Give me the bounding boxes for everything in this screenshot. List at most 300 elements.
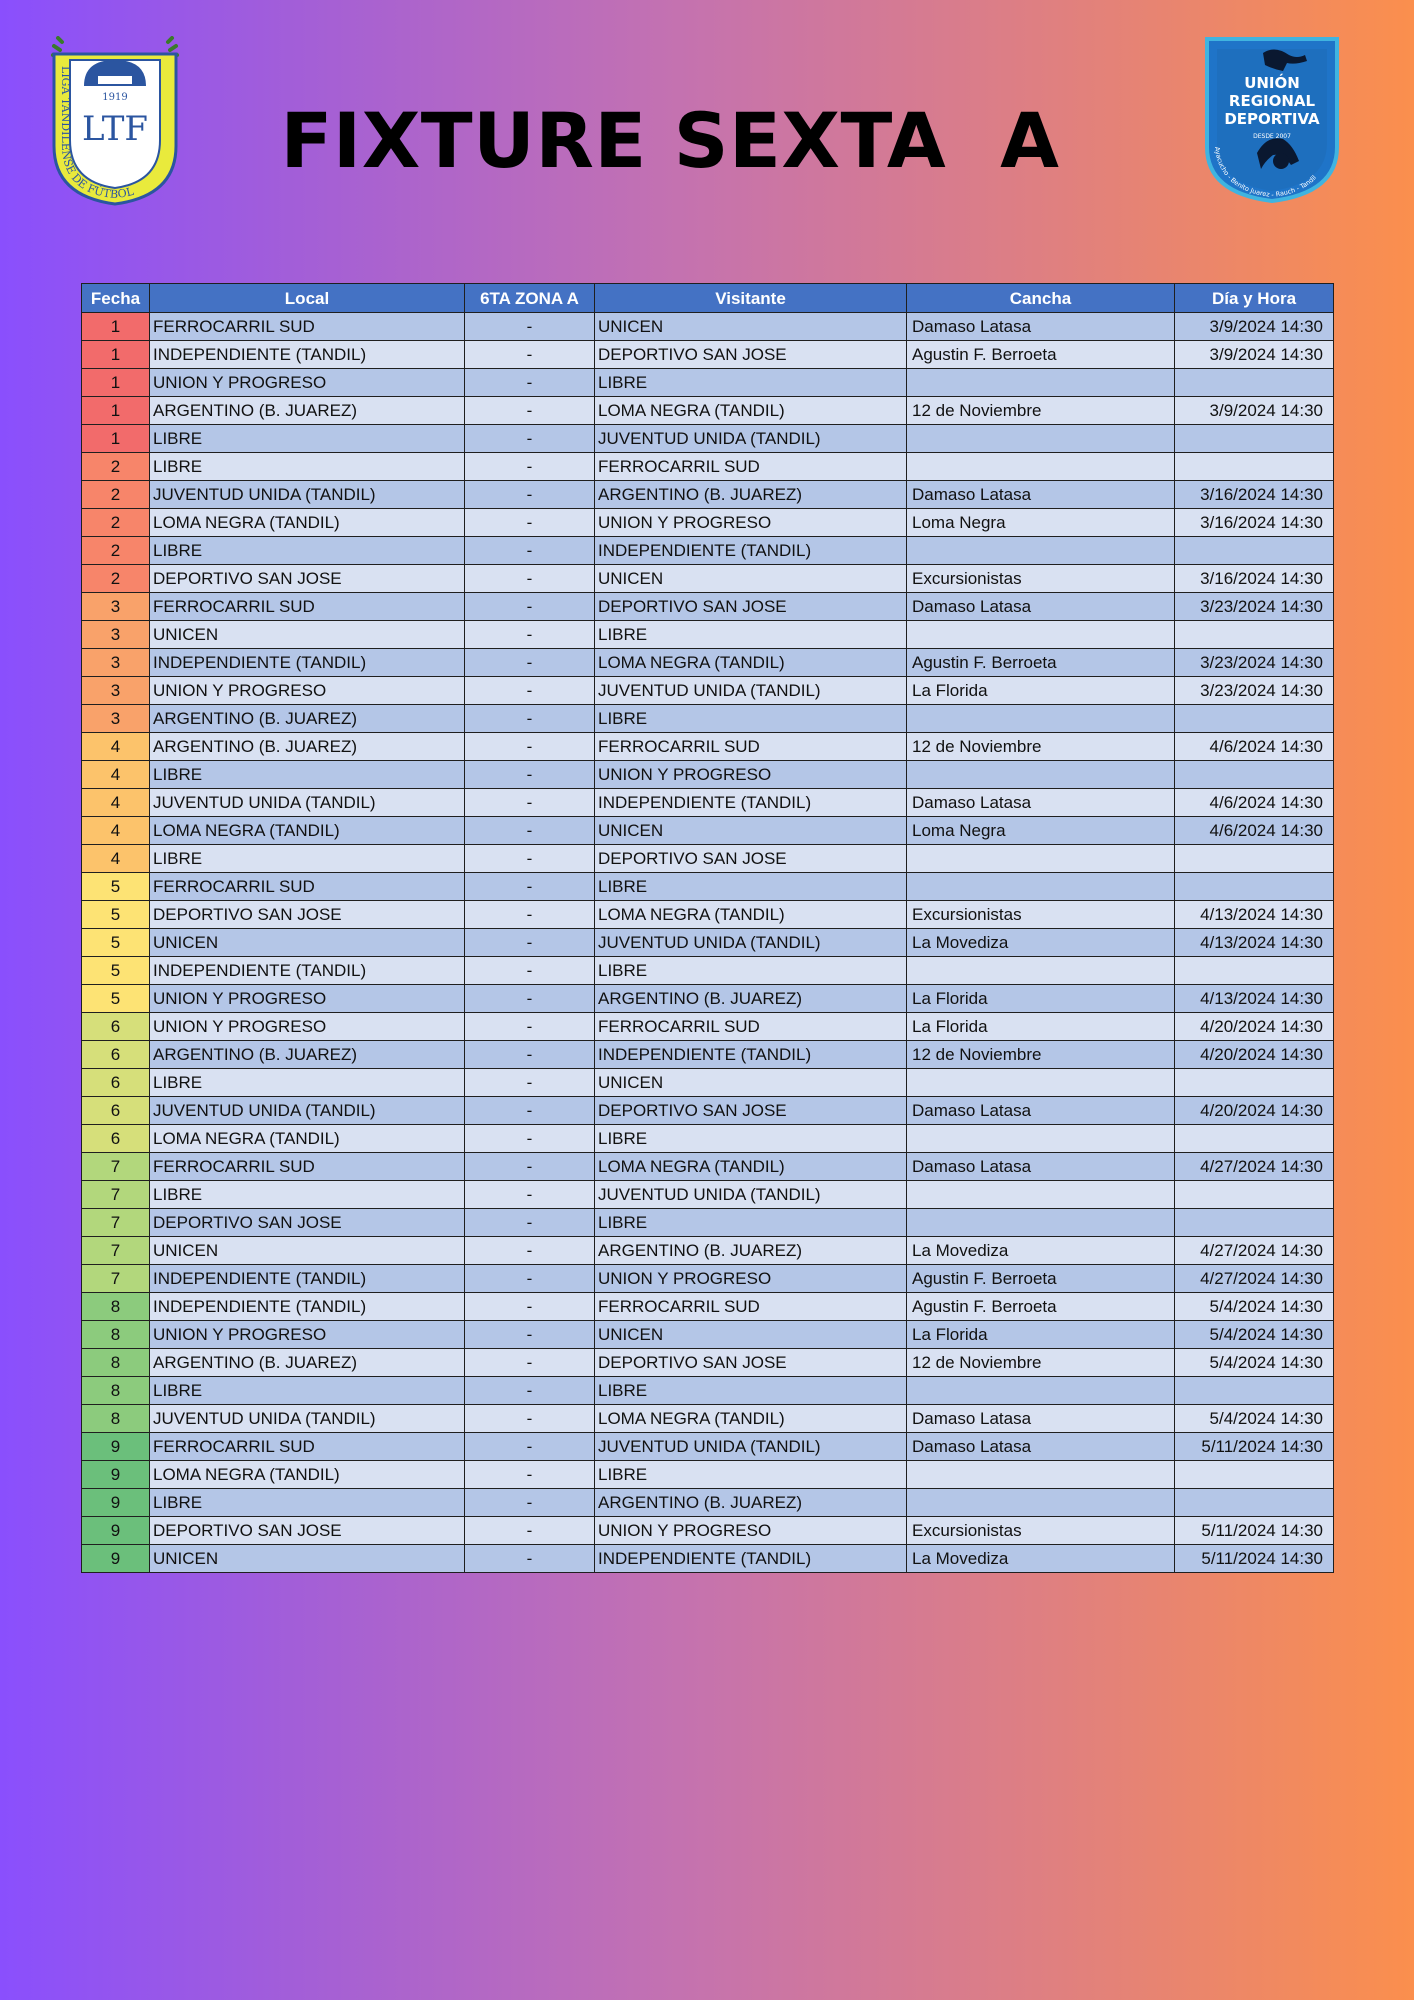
cell-cancha: Damaso Latasa [907, 1097, 1175, 1125]
table-row [82, 313, 1334, 341]
cell-dia-hora [1175, 425, 1334, 453]
cell-local: JUVENTUD UNIDA (TANDIL) [150, 481, 465, 509]
cell-separator: - [465, 1181, 595, 1209]
cell-fecha: 3 [82, 705, 150, 733]
cell-fecha: 7 [82, 1265, 150, 1293]
cell-fecha: 8 [82, 1349, 150, 1377]
table-row [82, 929, 1334, 957]
cell-local: FERROCARRIL SUD [150, 1433, 465, 1461]
cell-dia-hora [1175, 957, 1334, 985]
cell-visitante: UNICEN [595, 1321, 907, 1349]
cell-separator: - [465, 817, 595, 845]
cell-visitante: LOMA NEGRA (TANDIL) [595, 1153, 907, 1181]
cell-visitante: INDEPENDIENTE (TANDIL) [595, 537, 907, 565]
cell-visitante: UNICEN [595, 817, 907, 845]
cell-local: DEPORTIVO SAN JOSE [150, 1517, 465, 1545]
cell-fecha: 1 [82, 313, 150, 341]
cell-cancha: 12 de Noviembre [907, 1041, 1175, 1069]
cell-separator: - [465, 481, 595, 509]
cell-fecha: 9 [82, 1545, 150, 1573]
cell-visitante: LIBRE [595, 873, 907, 901]
cell-dia-hora [1175, 1489, 1334, 1517]
cell-separator: - [465, 1489, 595, 1517]
cell-separator: - [465, 1013, 595, 1041]
cell-separator: - [465, 1097, 595, 1125]
cell-local: LIBRE [150, 425, 465, 453]
cell-cancha: 12 de Noviembre [907, 1349, 1175, 1377]
cell-dia-hora: 5/4/2024 14:30 [1175, 1321, 1334, 1349]
cell-visitante: UNION Y PROGRESO [595, 761, 907, 789]
cell-separator: - [465, 985, 595, 1013]
cell-fecha: 8 [82, 1321, 150, 1349]
cell-dia-hora: 4/6/2024 14:30 [1175, 817, 1334, 845]
cell-cancha: Agustin F. Berroeta [907, 1265, 1175, 1293]
cell-local: LIBRE [150, 537, 465, 565]
table-row [82, 789, 1334, 817]
cell-dia-hora: 3/16/2024 14:30 [1175, 509, 1334, 537]
cell-visitante: LIBRE [595, 1461, 907, 1489]
cell-separator: - [465, 509, 595, 537]
cell-dia-hora: 4/20/2024 14:30 [1175, 1013, 1334, 1041]
cell-visitante: JUVENTUD UNIDA (TANDIL) [595, 929, 907, 957]
cell-visitante: UNICEN [595, 565, 907, 593]
cell-separator: - [465, 733, 595, 761]
cell-local: ARGENTINO (B. JUAREZ) [150, 1349, 465, 1377]
cell-cancha [907, 425, 1175, 453]
page-title: FIXTURE SEXTA A [280, 96, 1060, 185]
table-row [82, 705, 1334, 733]
cell-separator: - [465, 761, 595, 789]
table-row [82, 677, 1334, 705]
cell-separator: - [465, 397, 595, 425]
cell-separator: - [465, 1265, 595, 1293]
cell-fecha: 6 [82, 1069, 150, 1097]
header-local: Local [150, 284, 465, 313]
cell-local: INDEPENDIENTE (TANDIL) [150, 649, 465, 677]
cell-fecha: 5 [82, 901, 150, 929]
cell-dia-hora [1175, 1069, 1334, 1097]
cell-dia-hora [1175, 1125, 1334, 1153]
cell-cancha: Agustin F. Berroeta [907, 1293, 1175, 1321]
cell-visitante: LOMA NEGRA (TANDIL) [595, 397, 907, 425]
logo-initials: LTF [81, 109, 149, 149]
cell-fecha: 3 [82, 649, 150, 677]
cell-cancha: Excursionistas [907, 565, 1175, 593]
cell-dia-hora [1175, 369, 1334, 397]
table-row [82, 873, 1334, 901]
cell-separator: - [465, 1153, 595, 1181]
cell-fecha: 7 [82, 1153, 150, 1181]
cell-dia-hora [1175, 1461, 1334, 1489]
cell-fecha: 5 [82, 985, 150, 1013]
header-cancha: Cancha [907, 284, 1175, 313]
logo-year: 1919 [102, 92, 128, 103]
cell-dia-hora: 3/16/2024 14:30 [1175, 481, 1334, 509]
cell-cancha [907, 761, 1175, 789]
cell-fecha: 6 [82, 1013, 150, 1041]
cell-dia-hora: 3/23/2024 14:30 [1175, 649, 1334, 677]
cell-visitante: LIBRE [595, 1209, 907, 1237]
cell-dia-hora: 4/13/2024 14:30 [1175, 985, 1334, 1013]
cell-dia-hora [1175, 873, 1334, 901]
cell-visitante: DEPORTIVO SAN JOSE [595, 1349, 907, 1377]
cell-local: LIBRE [150, 761, 465, 789]
cell-fecha: 1 [82, 425, 150, 453]
cell-dia-hora: 3/23/2024 14:30 [1175, 677, 1334, 705]
cell-cancha [907, 957, 1175, 985]
cell-local: JUVENTUD UNIDA (TANDIL) [150, 1097, 465, 1125]
header-dia-hora: Día y Hora [1175, 284, 1334, 313]
table-row [82, 1097, 1334, 1125]
cell-separator: - [465, 677, 595, 705]
cell-dia-hora: 4/27/2024 14:30 [1175, 1237, 1334, 1265]
cell-dia-hora: 4/20/2024 14:30 [1175, 1041, 1334, 1069]
table-row [82, 1265, 1334, 1293]
cell-separator: - [465, 1069, 595, 1097]
cell-local: UNICEN [150, 1545, 465, 1573]
cell-dia-hora: 4/6/2024 14:30 [1175, 789, 1334, 817]
table-row [82, 1069, 1334, 1097]
cell-cancha: La Florida [907, 985, 1175, 1013]
table-row [82, 1013, 1334, 1041]
table-row [82, 537, 1334, 565]
table-row [82, 957, 1334, 985]
cell-dia-hora: 3/9/2024 14:30 [1175, 397, 1334, 425]
cell-fecha: 1 [82, 341, 150, 369]
cell-local: LOMA NEGRA (TANDIL) [150, 509, 465, 537]
cell-cancha [907, 537, 1175, 565]
cell-visitante: LIBRE [595, 957, 907, 985]
cell-cancha [907, 873, 1175, 901]
logo-ring-text: LIGA TANDILENSE DE FÚTBOL [58, 66, 136, 202]
cell-cancha [907, 621, 1175, 649]
cell-cancha [907, 705, 1175, 733]
cell-dia-hora [1175, 705, 1334, 733]
fixture-table [81, 283, 1333, 1573]
cell-separator: - [465, 425, 595, 453]
table-row [82, 509, 1334, 537]
cell-separator: - [465, 1293, 595, 1321]
cell-separator: - [465, 845, 595, 873]
cell-fecha: 3 [82, 677, 150, 705]
cell-fecha: 5 [82, 873, 150, 901]
cell-local: DEPORTIVO SAN JOSE [150, 1209, 465, 1237]
table-row [82, 1433, 1334, 1461]
header-zona: 6TA ZONA A [465, 284, 595, 313]
cell-dia-hora [1175, 845, 1334, 873]
cell-dia-hora: 3/16/2024 14:30 [1175, 565, 1334, 593]
header-fecha: Fecha [82, 284, 150, 313]
table-header-row [82, 284, 1334, 313]
cell-fecha: 7 [82, 1181, 150, 1209]
cell-fecha: 7 [82, 1237, 150, 1265]
cell-dia-hora: 4/20/2024 14:30 [1175, 1097, 1334, 1125]
cell-dia-hora [1175, 453, 1334, 481]
table-row [82, 565, 1334, 593]
cell-local: LIBRE [150, 1181, 465, 1209]
cell-fecha: 2 [82, 537, 150, 565]
cell-dia-hora: 4/13/2024 14:30 [1175, 901, 1334, 929]
cell-fecha: 9 [82, 1433, 150, 1461]
cell-visitante: UNICEN [595, 313, 907, 341]
cell-local: LIBRE [150, 1377, 465, 1405]
cell-cancha: Agustin F. Berroeta [907, 649, 1175, 677]
cell-visitante: FERROCARRIL SUD [595, 733, 907, 761]
cell-separator: - [465, 1125, 595, 1153]
cell-separator: - [465, 369, 595, 397]
cell-fecha: 9 [82, 1517, 150, 1545]
table-row [82, 649, 1334, 677]
cell-visitante: DEPORTIVO SAN JOSE [595, 593, 907, 621]
table-row [82, 1237, 1334, 1265]
cell-fecha: 4 [82, 845, 150, 873]
cell-fecha: 8 [82, 1377, 150, 1405]
cell-fecha: 4 [82, 817, 150, 845]
cell-local: UNION Y PROGRESO [150, 677, 465, 705]
cell-visitante: LIBRE [595, 621, 907, 649]
table-row [82, 1377, 1334, 1405]
cell-visitante: UNION Y PROGRESO [595, 509, 907, 537]
cell-local: UNICEN [150, 929, 465, 957]
cell-separator: - [465, 537, 595, 565]
cell-visitante: UNICEN [595, 1069, 907, 1097]
cell-fecha: 9 [82, 1461, 150, 1489]
cell-separator: - [465, 1209, 595, 1237]
liga-tandilense-logo [48, 36, 182, 206]
table-row [82, 1125, 1334, 1153]
table-body [82, 313, 1334, 1573]
table-row [82, 817, 1334, 845]
cell-cancha [907, 1181, 1175, 1209]
cell-separator: - [465, 593, 595, 621]
table-row [82, 761, 1334, 789]
table-row [82, 1209, 1334, 1237]
table-row [82, 1517, 1334, 1545]
cell-local: UNION Y PROGRESO [150, 1321, 465, 1349]
cell-cancha: Excursionistas [907, 1517, 1175, 1545]
table-row [82, 341, 1334, 369]
cell-dia-hora: 4/13/2024 14:30 [1175, 929, 1334, 957]
cell-visitante: LOMA NEGRA (TANDIL) [595, 1405, 907, 1433]
cell-cancha [907, 1377, 1175, 1405]
cell-dia-hora: 3/9/2024 14:30 [1175, 313, 1334, 341]
cell-local: ARGENTINO (B. JUAREZ) [150, 733, 465, 761]
cell-visitante: FERROCARRIL SUD [595, 1013, 907, 1041]
cell-local: DEPORTIVO SAN JOSE [150, 901, 465, 929]
cell-visitante: JUVENTUD UNIDA (TANDIL) [595, 1181, 907, 1209]
cell-separator: - [465, 929, 595, 957]
cell-fecha: 8 [82, 1293, 150, 1321]
cell-local: ARGENTINO (B. JUAREZ) [150, 1041, 465, 1069]
cell-local: INDEPENDIENTE (TANDIL) [150, 341, 465, 369]
cell-dia-hora: 4/6/2024 14:30 [1175, 733, 1334, 761]
cell-visitante: LIBRE [595, 1377, 907, 1405]
cell-fecha: 2 [82, 565, 150, 593]
cell-dia-hora [1175, 1209, 1334, 1237]
cell-cancha: 12 de Noviembre [907, 397, 1175, 425]
cell-local: LOMA NEGRA (TANDIL) [150, 817, 465, 845]
cell-visitante: JUVENTUD UNIDA (TANDIL) [595, 677, 907, 705]
table-row [82, 1461, 1334, 1489]
cell-fecha: 2 [82, 509, 150, 537]
cell-local: LIBRE [150, 1069, 465, 1097]
cell-cancha [907, 1069, 1175, 1097]
table-row [82, 733, 1334, 761]
cell-separator: - [465, 1237, 595, 1265]
table-row [82, 901, 1334, 929]
table-row [82, 1321, 1334, 1349]
cell-dia-hora: 3/9/2024 14:30 [1175, 341, 1334, 369]
cell-cancha: Loma Negra [907, 817, 1175, 845]
cell-fecha: 4 [82, 789, 150, 817]
cell-local: LIBRE [150, 845, 465, 873]
cell-cancha: La Florida [907, 1013, 1175, 1041]
cell-dia-hora [1175, 1181, 1334, 1209]
cell-separator: - [465, 621, 595, 649]
cell-visitante: LIBRE [595, 369, 907, 397]
cell-visitante: ARGENTINO (B. JUAREZ) [595, 481, 907, 509]
cell-fecha: 6 [82, 1125, 150, 1153]
table-row [82, 845, 1334, 873]
cell-local: FERROCARRIL SUD [150, 873, 465, 901]
cell-visitante: JUVENTUD UNIDA (TANDIL) [595, 425, 907, 453]
cell-cancha: Damaso Latasa [907, 1153, 1175, 1181]
cell-visitante: DEPORTIVO SAN JOSE [595, 341, 907, 369]
cell-visitante: ARGENTINO (B. JUAREZ) [595, 1237, 907, 1265]
cell-fecha: 4 [82, 733, 150, 761]
cell-fecha: 4 [82, 761, 150, 789]
cell-cancha [907, 453, 1175, 481]
cell-visitante: DEPORTIVO SAN JOSE [595, 1097, 907, 1125]
table-row [82, 1041, 1334, 1069]
cell-separator: - [465, 1377, 595, 1405]
table-row [82, 481, 1334, 509]
table-row [82, 593, 1334, 621]
cell-dia-hora: 4/27/2024 14:30 [1175, 1153, 1334, 1181]
cell-local: FERROCARRIL SUD [150, 313, 465, 341]
cell-local: JUVENTUD UNIDA (TANDIL) [150, 789, 465, 817]
cell-visitante: LIBRE [595, 1125, 907, 1153]
cell-dia-hora: 3/23/2024 14:30 [1175, 593, 1334, 621]
table-row [82, 369, 1334, 397]
cell-visitante: LIBRE [595, 705, 907, 733]
cell-fecha: 8 [82, 1405, 150, 1433]
cell-dia-hora: 5/11/2024 14:30 [1175, 1433, 1334, 1461]
cell-separator: - [465, 705, 595, 733]
cell-dia-hora: 5/11/2024 14:30 [1175, 1517, 1334, 1545]
cell-dia-hora [1175, 761, 1334, 789]
cell-fecha: 3 [82, 593, 150, 621]
cell-visitante: LOMA NEGRA (TANDIL) [595, 901, 907, 929]
cell-dia-hora [1175, 537, 1334, 565]
cell-dia-hora: 5/4/2024 14:30 [1175, 1349, 1334, 1377]
cell-visitante: DEPORTIVO SAN JOSE [595, 845, 907, 873]
table-row [82, 1349, 1334, 1377]
table-row [82, 453, 1334, 481]
cell-visitante: JUVENTUD UNIDA (TANDIL) [595, 1433, 907, 1461]
cell-separator: - [465, 1461, 595, 1489]
cell-separator: - [465, 313, 595, 341]
cell-local: JUVENTUD UNIDA (TANDIL) [150, 1405, 465, 1433]
cell-cancha: La Movediza [907, 929, 1175, 957]
cell-local: DEPORTIVO SAN JOSE [150, 565, 465, 593]
cell-local: UNION Y PROGRESO [150, 1013, 465, 1041]
cell-fecha: 7 [82, 1209, 150, 1237]
cell-cancha: Damaso Latasa [907, 1405, 1175, 1433]
cell-visitante: UNION Y PROGRESO [595, 1265, 907, 1293]
cell-cancha: Agustin F. Berroeta [907, 341, 1175, 369]
cell-visitante: ARGENTINO (B. JUAREZ) [595, 985, 907, 1013]
cell-separator: - [465, 1545, 595, 1573]
cell-separator: - [465, 789, 595, 817]
cell-local: LIBRE [150, 453, 465, 481]
cell-fecha: 2 [82, 453, 150, 481]
table-row [82, 1545, 1334, 1573]
cell-local: INDEPENDIENTE (TANDIL) [150, 957, 465, 985]
cell-dia-hora: 4/27/2024 14:30 [1175, 1265, 1334, 1293]
cell-fecha: 2 [82, 481, 150, 509]
union-regional-deportiva-logo [1203, 35, 1341, 203]
cell-local: ARGENTINO (B. JUAREZ) [150, 705, 465, 733]
cell-separator: - [465, 901, 595, 929]
cell-local: UNION Y PROGRESO [150, 985, 465, 1013]
cell-local: UNICEN [150, 1237, 465, 1265]
cell-fecha: 1 [82, 397, 150, 425]
table-row [82, 425, 1334, 453]
cell-cancha: La Movediza [907, 1545, 1175, 1573]
cell-local: FERROCARRIL SUD [150, 593, 465, 621]
cell-visitante: INDEPENDIENTE (TANDIL) [595, 789, 907, 817]
cell-local: UNICEN [150, 621, 465, 649]
cell-local: LOMA NEGRA (TANDIL) [150, 1461, 465, 1489]
cell-fecha: 6 [82, 1041, 150, 1069]
cell-cancha [907, 845, 1175, 873]
cell-separator: - [465, 957, 595, 985]
cell-local: INDEPENDIENTE (TANDIL) [150, 1265, 465, 1293]
table-row [82, 1293, 1334, 1321]
cell-cancha [907, 1125, 1175, 1153]
cell-local: LIBRE [150, 1489, 465, 1517]
cell-visitante: INDEPENDIENTE (TANDIL) [595, 1545, 907, 1573]
cell-cancha: Loma Negra [907, 509, 1175, 537]
table-row [82, 1489, 1334, 1517]
cell-cancha [907, 369, 1175, 397]
logo-line2: REGIONAL [1228, 92, 1316, 110]
table-row [82, 1181, 1334, 1209]
cell-dia-hora: 5/4/2024 14:30 [1175, 1405, 1334, 1433]
cell-separator: - [465, 1041, 595, 1069]
cell-dia-hora [1175, 1377, 1334, 1405]
cell-visitante: FERROCARRIL SUD [595, 1293, 907, 1321]
cell-visitante: INDEPENDIENTE (TANDIL) [595, 1041, 907, 1069]
cell-fecha: 5 [82, 929, 150, 957]
cell-cancha: La Florida [907, 1321, 1175, 1349]
table-row [82, 621, 1334, 649]
cell-separator: - [465, 1433, 595, 1461]
cell-cancha: Damaso Latasa [907, 313, 1175, 341]
cell-visitante: LOMA NEGRA (TANDIL) [595, 649, 907, 677]
cell-dia-hora [1175, 621, 1334, 649]
cell-cancha: Damaso Latasa [907, 789, 1175, 817]
cell-separator: - [465, 341, 595, 369]
cell-fecha: 6 [82, 1097, 150, 1125]
cell-separator: - [465, 453, 595, 481]
logo-since: DESDE 2007 [1253, 133, 1291, 140]
cell-cancha: Excursionistas [907, 901, 1175, 929]
table-row [82, 397, 1334, 425]
logo-line3: DEPORTIVA [1224, 110, 1320, 128]
cell-cancha [907, 1209, 1175, 1237]
